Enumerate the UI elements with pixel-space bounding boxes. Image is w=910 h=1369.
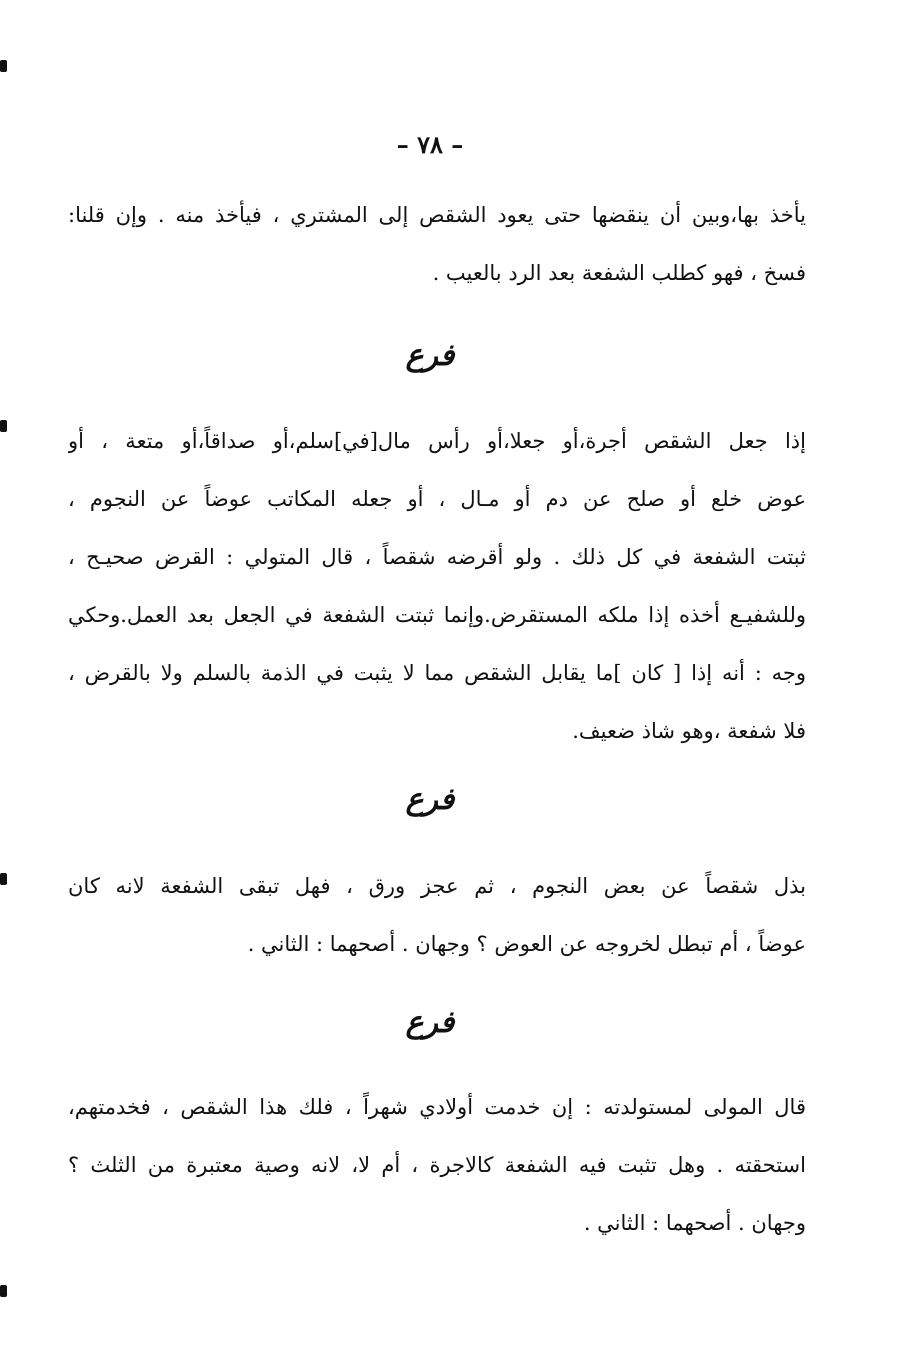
text-line: بذل شقصاً عن بعض النجوم ، ثم عجز ورق ، فهل تبقى الشفعة لانه كان [68, 874, 806, 898]
scan-edge-mark [0, 420, 7, 432]
text-line: استحقته . وهل تثبت فيه الشفعة كالاجرة ، أم لا، لانه وصية معتبرة من الثلث ؟ [68, 1153, 806, 1177]
scan-edge-mark [0, 873, 7, 885]
section-heading: فرع [405, 1005, 455, 1040]
text-line: فسخ ، فهو كطلب الشفعة بعد الرد بالعيب . [432, 261, 806, 285]
text-line: إذا جعل الشقص أجرة،أو جعلا،أو رأس مال[في]سلم،أو صداقاً،أو متعة ، أو [68, 429, 806, 453]
page-number: – ٧٨ – [396, 130, 464, 159]
paragraph-2 [68, 412, 806, 760]
paragraph-3 [68, 857, 806, 973]
paragraph-1 [68, 186, 806, 302]
section-heading: فرع [405, 338, 455, 373]
text-line: قال المولى لمستولدته : إن خدمت أولادي شهراً ، فلك هذا الشقص ، فخدمتهم، [68, 1095, 806, 1119]
text-line: ثبتت الشفعة في كل ذلك . ولو أقرضه شقصاً ، قال المتولي : القرض صحيـح ، [68, 545, 806, 569]
text-line: عوض خلع أو صلح عن دم أو مـال ، أو جعله المكاتب عوضاً عن النجوم ، [68, 487, 806, 511]
scan-edge-mark [0, 1285, 7, 1297]
text-line: وجهان . أصحهما : الثاني . [583, 1211, 806, 1235]
paragraph-4 [68, 1078, 806, 1252]
text-line: وجه : أنه إذا [ كان ]ما يقابل الشقص مما لا يثبت في الذمة بالسلم ولا بالقرض ، [68, 661, 806, 685]
scan-edge-mark [0, 60, 7, 72]
text-line: وللشفيـع أخذه إذا ملكه المستقرض.وإنما ثبتت الشفعة في الجعل بعد العمل.وحكي [68, 603, 806, 627]
text-line: يأخذ بها،وبين أن ينقضها حتى يعود الشقص إلى المشتري ، فيأخذ منه . وإن قلنا: [68, 203, 806, 227]
text-line: فلا شفعة ،وهو شاذ ضعيف. [572, 719, 806, 743]
section-heading: فرع [405, 782, 455, 817]
text-line: عوضاً ، أم تبطل لخروجه عن العوض ؟ وجهان . أصحهما : الثاني . [247, 932, 806, 956]
